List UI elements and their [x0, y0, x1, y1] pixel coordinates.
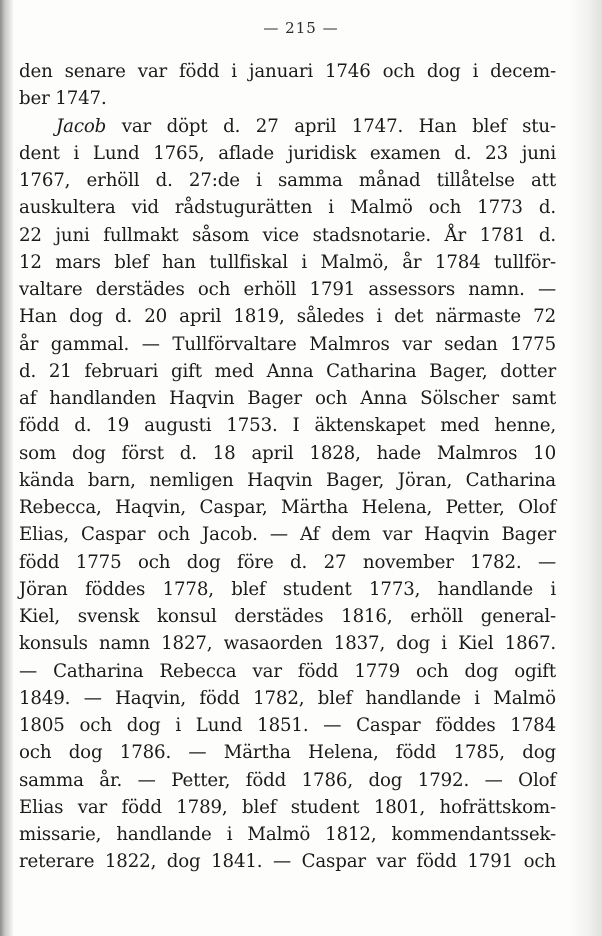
- text-line: Han dog d. 20 april 1819, således i det närmaste 72: [19, 306, 556, 328]
- text-line: Rebecca, Haqvin, Caspar, Märtha Helena, Petter, Olof: [19, 497, 556, 518]
- text-line: 1849. — Haqvin, född 1782, blef handlande i Malmö: [19, 687, 556, 709]
- text-line: 12 mars blef han tullfiskal i Malmö, år 1784 tullför-: [19, 251, 556, 273]
- text-line: den senare var född i januari 1746 och dog i decem-: [19, 61, 556, 82]
- text-line: och dog 1786. — Märtha Helena, född 1785, dog: [19, 742, 556, 764]
- page-number: — 215 —: [263, 19, 339, 37]
- text-line: reterare 1822, dog 1841. — Caspar var född 1791 och: [19, 851, 556, 873]
- text-line: 1767, erhöll d. 27:de i samma månad tillåtelse att: [19, 170, 556, 191]
- text-line: — Catharina Rebecca var född 1779 och dog ogift: [19, 660, 556, 682]
- text-line: d. 21 februari gift med Anna Catharina Bager, dotter: [19, 360, 556, 382]
- text-line: Elias var född 1789, blef student 1801, hofrättskom-: [19, 796, 556, 818]
- italic-name: Jacob: [56, 115, 107, 137]
- body-text: [19, 58, 556, 876]
- text-line: valtare derstädes och erhöll 1791 assessors namn. —: [19, 279, 556, 300]
- text-line: af handlanden Haqvin Bager och Anna Sölscher samt: [19, 388, 556, 409]
- text-line: Kiel, svensk konsul derstädes 1816, erhöll general-: [19, 606, 556, 627]
- text-line: 1805 och dog i Lund 1851. — Caspar föddes 1784: [19, 715, 556, 736]
- text-line: dent i Lund 1765, aflade juridisk examen d. 23 juni: [19, 142, 556, 164]
- text-line: konsuls namn 1827, wasaorden 1837, dog i Kiel 1867.: [19, 633, 556, 655]
- text-line: som dog först d. 18 april 1828, hade Malmros 10: [19, 442, 556, 464]
- text-line: år gammal. — Tullförvaltare Malmros var sedan 1775: [19, 333, 556, 355]
- text-line: kända barn, nemligen Haqvin Bager, Jöran, Catharina: [19, 469, 556, 491]
- text-line: missarie, handlande i Malmö 1812, kommendantssek-: [19, 824, 556, 845]
- text-line: samma år. — Petter, född 1786, dog 1792. — Olof: [19, 769, 556, 791]
- text-line: auskultera vid rådstugurätten i Malmö och 1773 d.: [19, 197, 556, 219]
- text-line: född d. 19 augusti 1753. I äktenskapet med henne,: [19, 415, 556, 437]
- text-line: född 1775 och dog före d. 27 november 1782. —: [19, 551, 556, 573]
- text-line: 22 juni fullmakt såsom vice stadsnotarie. År 1781 d.: [19, 224, 556, 246]
- text-line: Jöran föddes 1778, blef student 1773, handlande i: [19, 578, 556, 600]
- text-line: Elias, Caspar och Jacob. — Af dem var Haqvin Bager: [19, 524, 556, 546]
- page-right-edge: [570, 0, 602, 936]
- page-left-edge: [0, 0, 14, 936]
- text-line: ber 1747.: [19, 88, 107, 110]
- text-line: Jacob var döpt d. 27 april 1747. Han blef stu-: [56, 115, 556, 137]
